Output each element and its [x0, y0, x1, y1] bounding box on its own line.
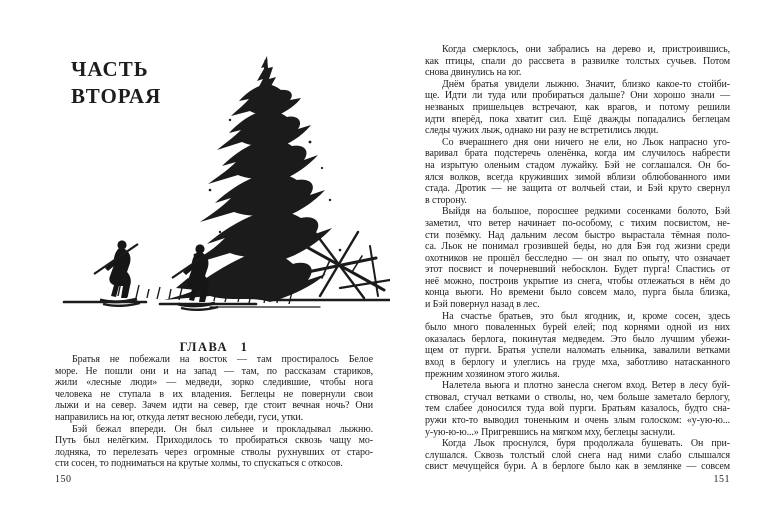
right-page — [425, 0, 730, 521]
paragraph — [55, 424, 373, 470]
text-line: сти позёмку. Над дальним лесом быстро вырастала тёмная поло- — [425, 229, 730, 241]
text-line: у-ую-ю-ю...» Пригревшись на мягком мху, беглецы заснули. — [425, 426, 676, 438]
paragraph — [425, 79, 730, 137]
text-line: Бэй бежал впереди. Он был сильнее и прокладывал лыжню. — [72, 423, 373, 435]
text-line: охотников не прошёл бесследно — он знал по опыту, что означает — [425, 252, 730, 264]
right-page-text — [425, 44, 730, 473]
text-line: как птицы, спали до рассвета в развилке толстых сучьев. Потом — [425, 55, 730, 67]
left-page-text — [55, 354, 373, 470]
text-line: лыжи и на север. Зачем идти на север, где стоит вечная ночь? Они — [55, 400, 373, 412]
text-line: сти сосен, то подниматься на крутые холмы, то спускаться с откосов. — [55, 458, 343, 470]
text-line: незваных пришельцев встречают, как врагов, и потому решили — [425, 101, 730, 113]
text-line: жили «лесные люди» — медведи, зорко следившие, чтобы нога — [55, 377, 373, 389]
text-line: Налетела вьюга и плотно занесла снегом вход. Ветер в лесу буй- — [442, 380, 730, 392]
text-line: неё можно, построив укрытие из снега, чтобы отлежаться в нём до — [425, 275, 730, 287]
paragraph — [55, 354, 373, 424]
paragraph — [425, 380, 730, 438]
text-line: стада. Дротик — не защита от волчьей стаи, и Бэй круто свернул — [425, 183, 730, 195]
chapter-heading: ГЛАВА 1 — [179, 340, 249, 355]
text-line: щем от пурги. Братья успели наломать ельника, завалили ветками — [425, 345, 730, 357]
text-line: ствовал, стучал ветками о стволы, но, чем больше заметало берлогу, — [425, 391, 730, 403]
text-line: направились на юг, откуда летят весною лебеди, гуси, утки. — [55, 411, 303, 423]
text-line: са. Льок не понимал грозившей беды, но для Бэя год жизни среди — [425, 241, 730, 253]
text-line: этот посвист и почерневший небосклон. Будет пурга! Спастись от — [425, 264, 730, 276]
paragraph — [425, 206, 730, 310]
text-line: Когда смерклось, они забрались на дерево и, пристроившись, — [442, 44, 730, 55]
page-number-left: 150 — [55, 474, 72, 485]
text-line: и Бэй повернул назад в лес. — [425, 299, 540, 311]
page-number-right: 151 — [713, 474, 730, 485]
text-line: Выйдя на большое, поросшее редкими сосенками болото, Бэй — [442, 206, 730, 218]
text-line: свист мечущейся бури. А в берлоге было как в землянке — совсем — [425, 461, 730, 473]
text-line: варивал брата подстеречь оленёнка, когда им случилось набрести — [425, 148, 730, 160]
part-heading-line-2: ВТОРАЯ — [71, 84, 162, 108]
text-line: на изрытую оленьим стадом лужайку. Бэй не соглашался. Он бо- — [425, 159, 730, 171]
text-line: конца вьюги. Но времени было совсем мало, пурга была близка, — [425, 287, 730, 299]
text-line: следы чужих лыж, однако ни разу не встретились люди. — [425, 125, 659, 137]
text-line: ще. Идти ли туда или пробираться дальше? Они хорошо знали — — [425, 90, 730, 102]
text-line: ружи кто-то выводил тоненьким и очень злым голоском: «у-ую-ю... — [425, 415, 730, 426]
text-line: в сторону. — [425, 194, 467, 206]
fir-tree-illustration — [60, 50, 390, 312]
text-line: тем слабее доносился туда вой пурги. Братьям казалось, будто сна- — [425, 403, 730, 415]
paragraph — [425, 137, 730, 207]
text-line: заметил, что ветер начинает по-особому, с тихим посвистом, не- — [425, 217, 730, 229]
paragraph — [425, 438, 730, 473]
text-line: Со вчерашнего дня они ничего не ели, но Льок напрасно уго- — [442, 136, 730, 148]
text-line: снова двинулись на юг. — [425, 67, 522, 79]
text-line: Днём братья увидели лыжню. Значит, близко какое-то стойби- — [442, 78, 730, 90]
text-line: Путь был нелёгким. Приходилось то пробираться сквозь чащу мо- — [55, 435, 373, 447]
text-line: ялся волков, всегда круживших зимой вблизи облюбованного ими — [425, 171, 730, 183]
text-line: было много поваленных бурей елей; под корнями одной из них — [425, 322, 730, 334]
paragraph — [425, 311, 730, 381]
part-heading-line-1: ЧАСТЬ — [71, 57, 149, 81]
text-line: слушался. Сквозь толстый слой снега над ними слабо слышался — [425, 449, 730, 461]
text-line: идти вперёд, пока хватит сил. Ещё дважды попадались беглецам — [425, 113, 730, 125]
text-line: оказалась берлога, покинутая медведем. Это было лучшим убежи- — [425, 333, 730, 345]
text-line: Когда Льок проснулся, буря продолжала бушевать. Он при- — [442, 438, 730, 450]
text-line: На счастье братьев, это был ягодник, и, кроме сосен, здесь — [442, 310, 730, 322]
text-line: море. Не пошли они и на запад — там, по рассказам стариков, — [55, 365, 373, 377]
text-line: лодняка, то перелезать через огромные стволы рухнувших от старо- — [55, 446, 373, 458]
text-line: прежним хозяином этого жилья. — [425, 368, 560, 380]
paragraph — [425, 44, 730, 79]
skier-figure-1 — [94, 240, 140, 305]
text-line: Братья не побежали на восток — там простиралось Белое — [72, 354, 373, 365]
left-page — [55, 0, 373, 521]
text-line: человека не ступала в их владения. Беглецы не повернули свои — [55, 388, 373, 400]
text-line: вход в берлогу и улеглись на груде мха, заботливо натасканного — [425, 357, 730, 369]
